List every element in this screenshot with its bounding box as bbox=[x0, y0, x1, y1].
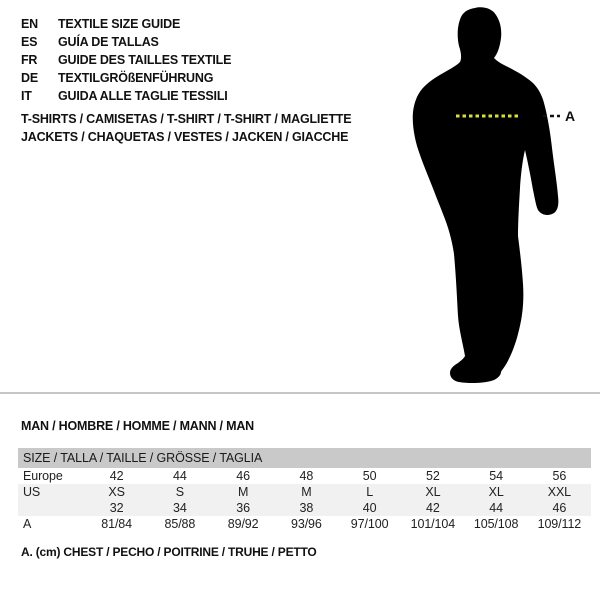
size-table bbox=[18, 448, 591, 532]
size-table-header: SIZE / TALLA / TAILLE / GRÖSSE / TAGLIA bbox=[18, 448, 591, 468]
size-cell: 32 bbox=[109, 501, 124, 515]
language-row bbox=[21, 87, 231, 105]
language-label: TEXTILGRÖßENFÜHRUNG bbox=[58, 71, 214, 85]
row-label: Europe bbox=[23, 469, 63, 483]
language-row bbox=[21, 15, 231, 33]
size-cell: 101/104 bbox=[410, 517, 456, 531]
size-cell: S bbox=[175, 485, 184, 499]
language-code: EN bbox=[21, 17, 38, 31]
size-cell: 42 bbox=[109, 469, 124, 483]
size-cell: 105/108 bbox=[473, 517, 519, 531]
size-cell: M bbox=[237, 485, 249, 499]
language-label: GUIDA ALLE TAGLIE TESSILI bbox=[58, 89, 228, 103]
size-cell: 38 bbox=[299, 501, 314, 515]
table-row-numeric bbox=[18, 500, 591, 516]
language-code: ES bbox=[21, 35, 38, 49]
size-cell: 46 bbox=[552, 501, 567, 515]
language-row bbox=[21, 33, 231, 51]
size-cell: L bbox=[366, 485, 374, 499]
language-label: GUÍA DE TALLAS bbox=[58, 35, 159, 49]
man-silhouette bbox=[413, 7, 559, 383]
language-row bbox=[21, 51, 231, 69]
size-cell: 34 bbox=[173, 501, 187, 515]
size-cell: 48 bbox=[299, 469, 314, 483]
size-cell: 97/100 bbox=[350, 517, 389, 531]
size-cell: 44 bbox=[173, 469, 187, 483]
size-cell: XS bbox=[108, 485, 125, 499]
language-code: IT bbox=[21, 89, 32, 103]
language-code: FR bbox=[21, 53, 38, 67]
size-cell: 50 bbox=[362, 469, 377, 483]
size-cell: 52 bbox=[426, 469, 440, 483]
size-cell: 40 bbox=[362, 501, 377, 515]
table-row-chest-a bbox=[18, 516, 591, 532]
size-cell: XL bbox=[425, 485, 441, 499]
size-cell: 42 bbox=[426, 501, 440, 515]
language-row bbox=[21, 69, 231, 87]
category-tshirts: T-SHIRTS / CAMISETAS / T-SHIRT / T-SHIRT / MAGLIETTE bbox=[21, 112, 352, 126]
garment-categories bbox=[21, 110, 351, 146]
measurement-footnote: A. (cm) CHEST / PECHO / POITRINE / TRUHE / PETTO bbox=[21, 545, 317, 559]
gender-heading: MAN / HOMBRE / HOMME / MANN / MAN bbox=[21, 419, 254, 433]
category-jackets: JACKETS / CHAQUETAS / VESTES / JACKEN / GIACCHE bbox=[21, 130, 349, 144]
language-label: TEXTILE SIZE GUIDE bbox=[58, 17, 181, 31]
size-cell: 36 bbox=[236, 501, 250, 515]
language-label: GUIDE DES TAILLES TEXTILE bbox=[58, 53, 232, 67]
table-row-us bbox=[18, 484, 591, 500]
size-cell: XL bbox=[488, 485, 504, 499]
language-code: DE bbox=[21, 71, 38, 85]
table-row-europe bbox=[18, 468, 591, 484]
size-cell: 56 bbox=[552, 469, 567, 483]
size-cell: 44 bbox=[489, 501, 503, 515]
size-cell: 54 bbox=[489, 469, 503, 483]
size-cell: 81/84 bbox=[101, 517, 133, 531]
language-list bbox=[21, 15, 231, 105]
chest-measure-label: A bbox=[565, 108, 576, 124]
size-cell: 93/96 bbox=[290, 517, 322, 531]
row-label: US bbox=[23, 485, 41, 499]
horizontal-divider bbox=[0, 392, 600, 394]
size-cell: 85/88 bbox=[164, 517, 196, 531]
row-label: A bbox=[23, 517, 32, 531]
row-label bbox=[18, 500, 85, 516]
size-cell: 89/92 bbox=[227, 517, 259, 531]
size-cell: XXL bbox=[547, 485, 572, 499]
size-cell: 46 bbox=[236, 469, 250, 483]
size-cell: M bbox=[301, 485, 312, 499]
size-cell: 109/112 bbox=[537, 517, 582, 531]
